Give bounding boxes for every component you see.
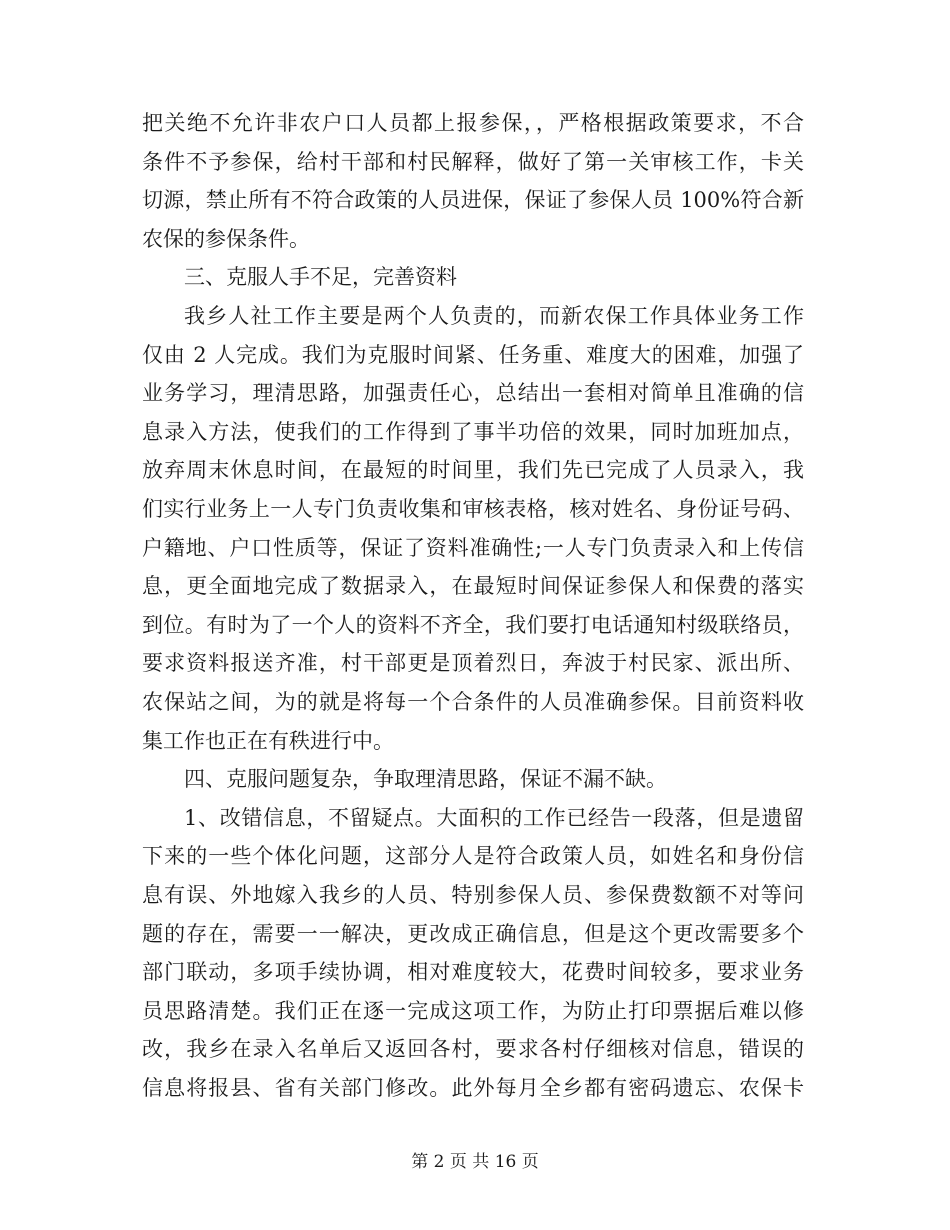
text-line: 三、克服人手不足，完善资料 bbox=[184, 265, 457, 290]
text-line: 下来的一些个体化问题，这部分人是符合政策人员，如姓名和身份信 bbox=[142, 844, 804, 869]
text-line: 息录入方法，使我们的工作得到了事半功倍的效果，同时加班加点， bbox=[142, 419, 804, 444]
text-line: 部门联动，多项手续协调，相对难度较大，花费时间较多，要求业务 bbox=[142, 960, 804, 985]
text-line: 农保的参保条件。 bbox=[142, 226, 310, 251]
text-line: 息，更全面地完成了数据录入，在最短时间保证参保人和保费的落实 bbox=[142, 574, 804, 599]
text-line: 信息将报县、省有关部门修改。此外每月全乡都有密码遗忘、农保卡 bbox=[142, 1076, 804, 1100]
text-line: 四、克服问题复杂，争取理清思路，保证不漏不缺。 bbox=[184, 767, 667, 792]
page-number-footer: 第 2 页 共 16 页 bbox=[411, 1152, 539, 1172]
text-line: 改，我乡在录入名单后又返回各村，要求各村仔细核对信息，错误的 bbox=[142, 1037, 804, 1062]
text-line: 要求资料报送齐准，村干部更是顶着烈日，奔波于村民家、派出所、 bbox=[142, 651, 804, 676]
text-line: 条件不予参保，给村干部和村民解释，做好了第一关审核工作，卡关 bbox=[142, 149, 804, 174]
text-line: 切源，禁止所有不符合政策的人员进保，保证了参保人员 100%符合新 bbox=[142, 188, 804, 213]
text-line: 1、改错信息，不留疑点。大面积的工作已经告一段落，但是遗留 bbox=[184, 805, 804, 830]
text-line: 集工作也正在有秩进行中。 bbox=[142, 728, 394, 753]
text-line: 农保站之间，为的就是将每一个合条件的人员准确参保。目前资料收 bbox=[142, 690, 804, 714]
text-line: 放弃周末休息时间，在最短的时间里，我们先已完成了人员录入，我 bbox=[142, 458, 804, 483]
text-line: 到位。有时为了一个人的资料不齐全，我们要打电话通知村级联络员， bbox=[142, 612, 804, 637]
text-line: 们实行业务上一人专门负责收集和审核表格，核对姓名、身份证号码、 bbox=[142, 497, 804, 521]
text-line: 业务学习，理清思路，加强责任心，总结出一套相对简单且准确的信 bbox=[142, 381, 804, 406]
text-line: 户籍地、户口性质等，保证了资料准确性;一人专门负责录入和上传信 bbox=[142, 535, 804, 560]
text-line: 把关绝不允许非农户口人员都上报参保，，严格根据政策要求，不合 bbox=[142, 111, 804, 135]
text-line: 题的存在，需要一一解决，更改成正确信息，但是这个更改需要多个 bbox=[142, 921, 804, 946]
text-line: 我乡人社工作主要是两个人负责的，而新农保工作具体业务工作 bbox=[184, 304, 804, 328]
text-line: 员思路清楚。我们正在逐一完成这项工作，为防止打印票据后难以修 bbox=[142, 998, 804, 1023]
text-line: 仅由 2 人完成。我们为克服时间紧、任务重、难度大的困难，加强了 bbox=[142, 342, 804, 367]
text-line: 息有误、外地嫁入我乡的人员、特别参保人员、参保费数额不对等问 bbox=[142, 883, 804, 907]
